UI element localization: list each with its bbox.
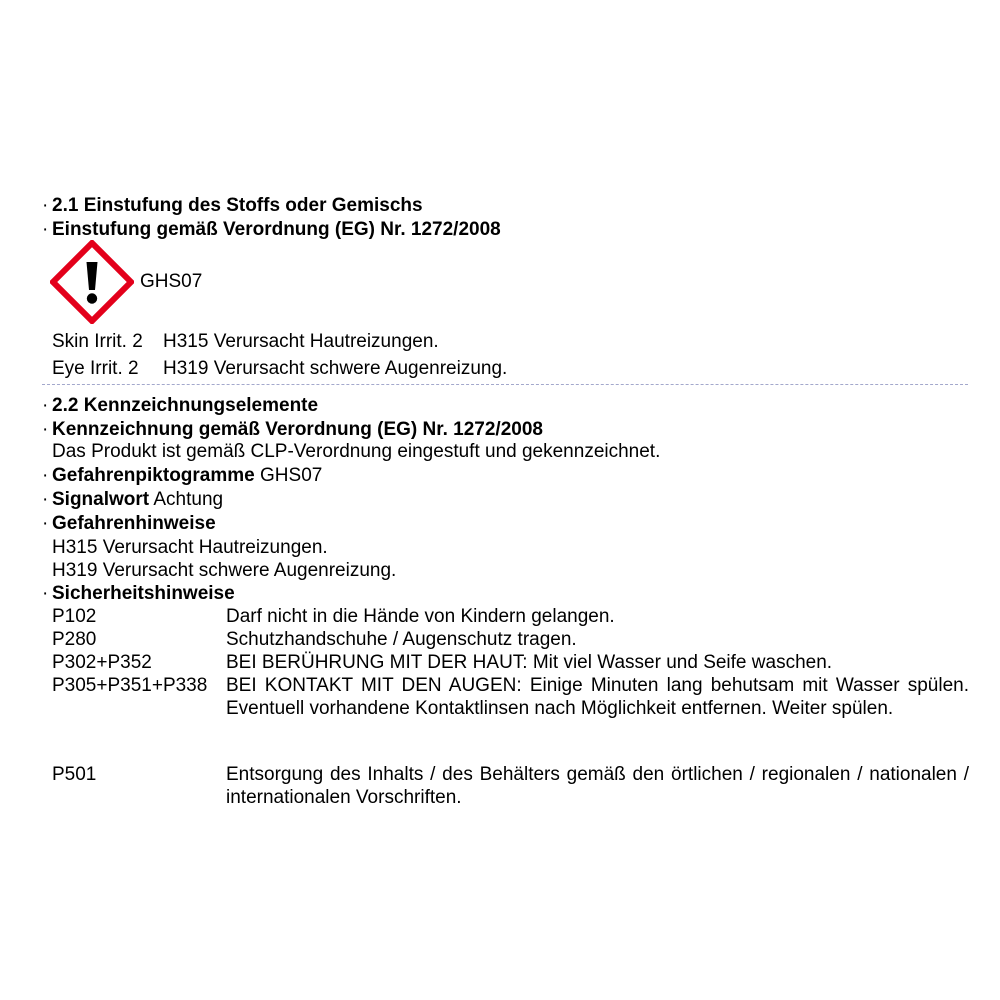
bullet-marker: · — [42, 395, 49, 416]
precaution-text: BEI KONTAKT MIT DEN AUGEN: Einige Minuten lang behutsam mit Wasser spülen. Eventuell vorhandene Kontaktlinsen nach Möglichkeit entfernen. Weiter spülen. — [226, 675, 969, 719]
section-2-1-subtitle: Einstufung gemäß Verordnung (EG) Nr. 1272/2008 — [52, 219, 501, 240]
precaution-text: Darf nicht in die Hände von Kindern gelangen. — [226, 606, 615, 627]
classification-category: Eye Irrit. 2 — [52, 358, 139, 379]
bullet-marker: · — [42, 195, 49, 216]
precaution-text: Entsorgung des Inhalts / des Behälters gemäß den örtlichen / regionalen / nationalen / internationalen Vorschriften. — [226, 764, 969, 808]
classification-statement: H315 Verursacht Hautreizungen. — [163, 331, 439, 352]
hazard-statements-label: Gefahrenhinweise — [52, 513, 216, 534]
precaution-text: BEI BERÜHRUNG MIT DER HAUT: Mit viel Wasser und Seife waschen. — [226, 652, 833, 673]
ghs07-exclamation-mark-icon — [50, 240, 134, 324]
clp-note: Das Produkt ist gemäß CLP-Verordnung eingestuft und gekennzeichnet. — [52, 441, 661, 462]
signal-word-value: Achtung — [153, 489, 224, 510]
section-2-2-subtitle: Kennzeichnung gemäß Verordnung (EG) Nr. 1272/2008 — [52, 419, 543, 440]
bullet-marker: · — [42, 513, 49, 534]
section-2-2-title: 2.2 Kennzeichnungselemente — [52, 395, 319, 416]
precaution-code: P102 — [52, 606, 97, 627]
precaution-text: Schutzhandschuhe / Augenschutz tragen. — [226, 629, 577, 650]
precaution-statements-label: Sicherheitshinweise — [52, 583, 235, 604]
classification-category: Skin Irrit. 2 — [52, 331, 143, 352]
bullet-marker: · — [42, 583, 49, 604]
section-2-1-title: 2.1 Einstufung des Stoffs oder Gemischs — [52, 195, 423, 216]
bullet-marker: · — [42, 419, 49, 440]
bullet-marker: · — [42, 219, 49, 240]
precaution-code: P501 — [52, 764, 97, 785]
bullet-marker: · — [42, 489, 49, 510]
pictograms-value: GHS07 — [260, 465, 323, 486]
classification-statement: H319 Verursacht schwere Augenreizung. — [163, 358, 508, 379]
precaution-code: P280 — [52, 629, 97, 650]
precaution-code: P305+P351+P338 — [52, 675, 208, 696]
hazard-statement: H319 Verursacht schwere Augenreizung. — [52, 560, 397, 581]
signal-word-label: Signalwort — [52, 489, 150, 510]
precaution-code: P302+P352 — [52, 652, 152, 673]
pictogram-label: GHS07 — [140, 271, 203, 292]
section-separator — [42, 384, 968, 385]
pictograms-label: Gefahrenpiktogramme — [52, 465, 255, 486]
bullet-marker: · — [42, 465, 49, 486]
signal-word-row — [52, 488, 223, 511]
pictograms-row — [52, 464, 322, 487]
hazard-statement: H315 Verursacht Hautreizungen. — [52, 537, 328, 558]
